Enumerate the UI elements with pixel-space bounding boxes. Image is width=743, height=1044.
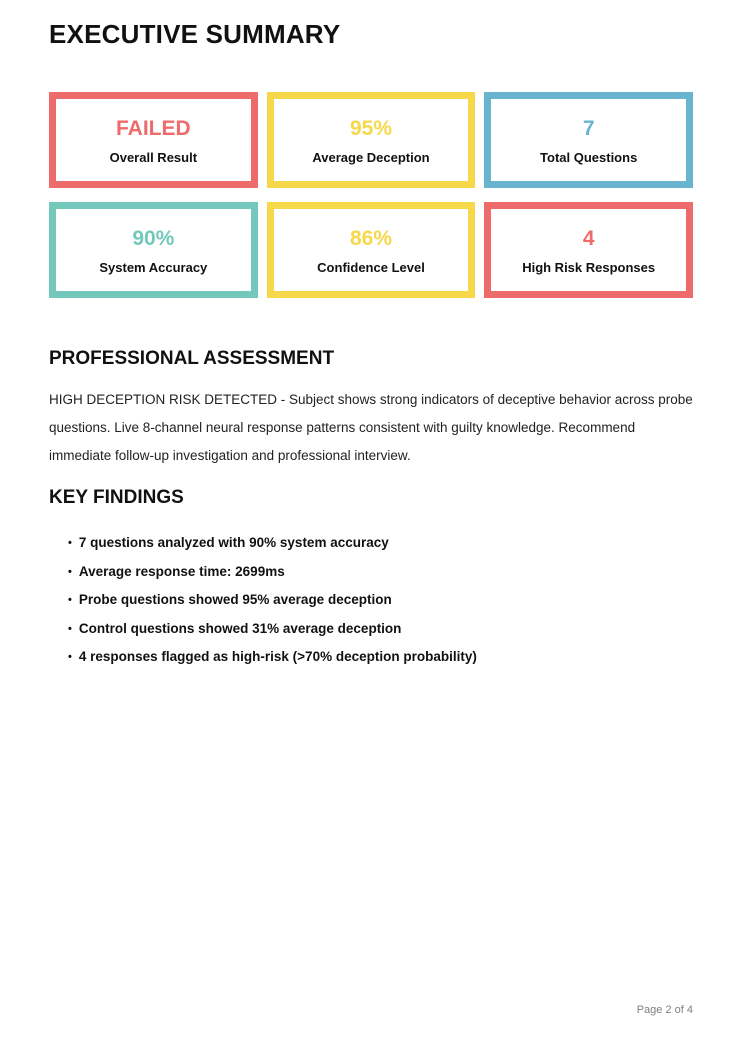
bullet-glyph: • bbox=[68, 594, 72, 606]
bullet-glyph: • bbox=[68, 565, 72, 578]
bullet-glyph: • bbox=[68, 537, 72, 549]
stat-card-label: Average Deception bbox=[312, 150, 430, 165]
stat-card-label: High Risk Responses bbox=[522, 260, 656, 275]
page-title: EXECUTIVE SUMMARY bbox=[49, 19, 341, 49]
finding-text: 4 responses flagged as high-risk (>70% deception probability) bbox=[78, 649, 477, 664]
stat-card bbox=[484, 202, 693, 298]
finding-text: Average response time: 2699ms bbox=[78, 563, 285, 579]
stat-card-value: 90% bbox=[132, 227, 175, 250]
finding-text: Control questions showed 31% average deception bbox=[78, 620, 402, 636]
assessment-body-text: HIGH DECEPTION RISK DETECTED - Subject shows strong indicators of deceptive behavior across probe questions. Live 8-channel neural response patterns consistent with guilty knowledge. Recommend immediate follow-up investigation and professional interview. bbox=[49, 392, 693, 463]
key-findings-heading: KEY FINDINGS bbox=[49, 487, 184, 508]
stat-card-label: Total Questions bbox=[540, 150, 638, 165]
finding-item bbox=[68, 586, 693, 615]
bullet-glyph: • bbox=[68, 622, 72, 635]
stat-card-label: Confidence Level bbox=[317, 260, 425, 275]
stat-card-value: FAILED bbox=[115, 117, 191, 140]
stat-card bbox=[267, 202, 476, 298]
assessment-heading: PROFESSIONAL ASSESSMENT bbox=[49, 348, 335, 369]
stat-card-value: 86% bbox=[349, 227, 392, 250]
stat-card-value: 95% bbox=[349, 117, 392, 140]
finding-item bbox=[68, 615, 693, 644]
finding-text: Probe questions showed 95% average deception bbox=[78, 592, 392, 607]
finding-text: 7 questions analyzed with 90% system accuracy bbox=[78, 535, 389, 550]
finding-item bbox=[68, 643, 693, 672]
stat-card bbox=[484, 92, 693, 188]
page-number: Page 2 of 4 bbox=[636, 1004, 693, 1016]
stat-card bbox=[49, 202, 258, 298]
stat-card-label: Overall Result bbox=[109, 150, 198, 165]
stat-card-label: System Accuracy bbox=[99, 260, 208, 275]
stat-card bbox=[267, 92, 476, 188]
stat-cards-grid bbox=[49, 92, 693, 298]
key-findings-list bbox=[49, 529, 693, 672]
stat-card-value: 4 bbox=[582, 227, 595, 250]
stat-card bbox=[49, 92, 258, 188]
stat-card-value: 7 bbox=[582, 117, 595, 140]
finding-item bbox=[68, 529, 693, 558]
bullet-glyph: • bbox=[68, 651, 72, 663]
finding-item bbox=[68, 558, 693, 587]
